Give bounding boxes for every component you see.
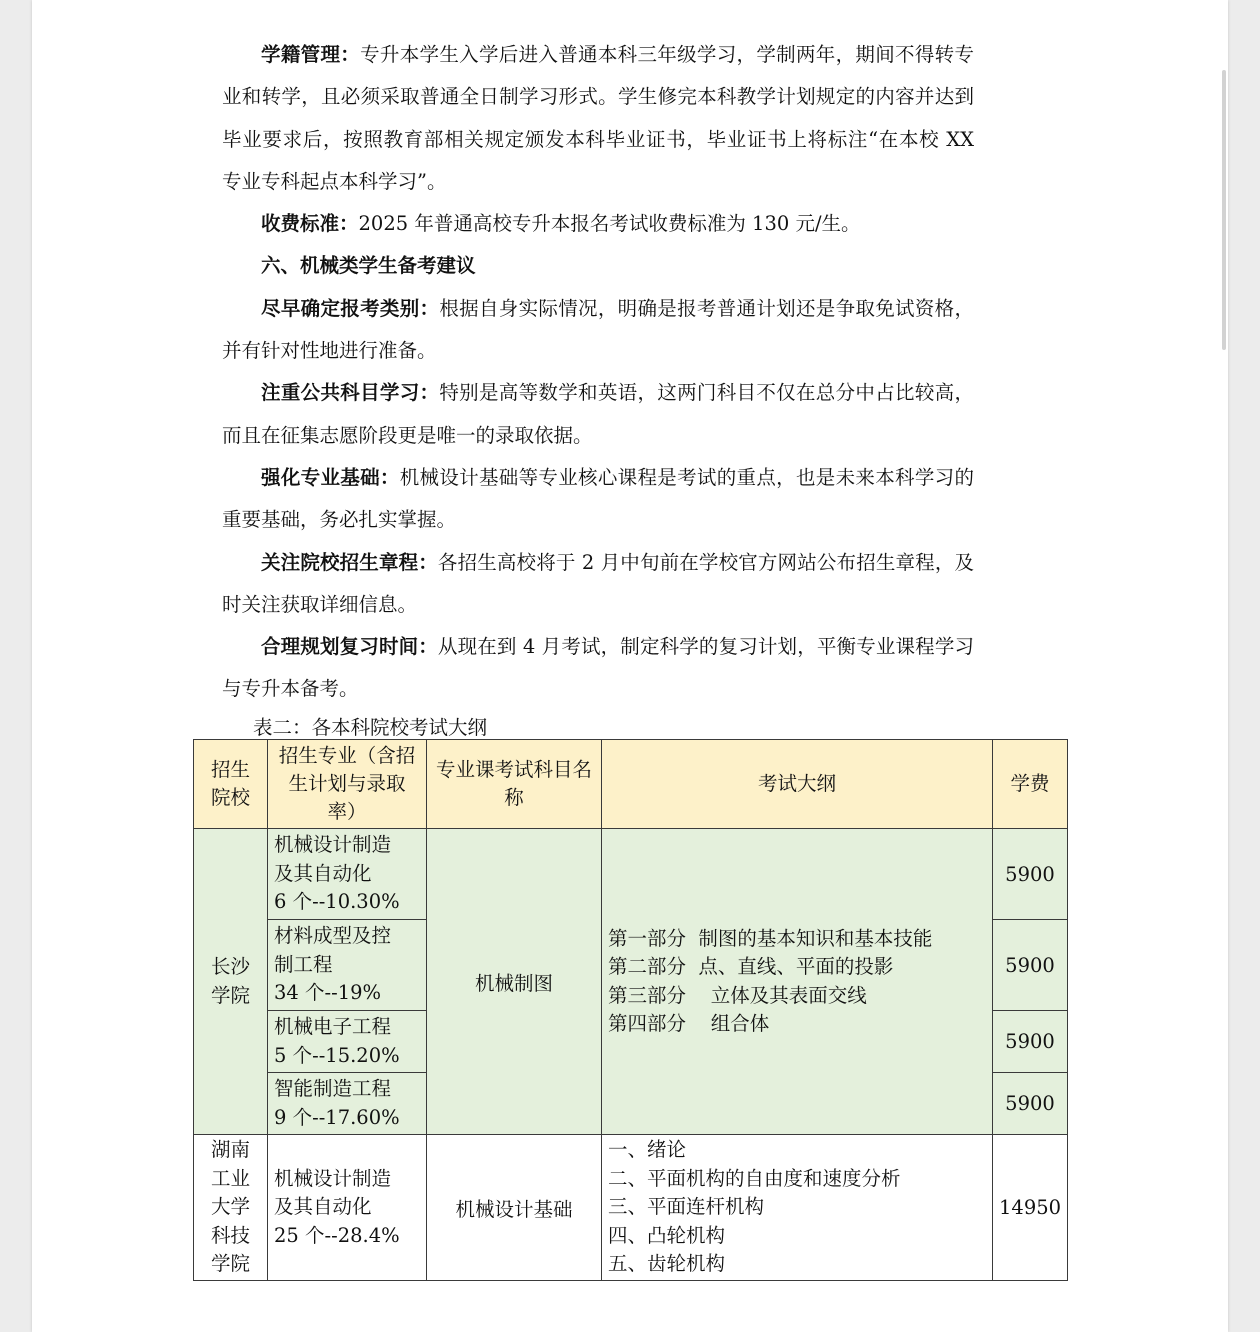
school-line: 科技 — [210, 1223, 250, 1247]
major-line: 机械设计制造 — [274, 833, 392, 857]
major-line: 机械设计制造 — [274, 1166, 392, 1190]
major-line: 5 个--15.20% — [274, 1043, 400, 1067]
major-cell — [268, 1135, 427, 1281]
major-line: 及其自动化 — [274, 1195, 372, 1219]
fee-cell: 5900 — [993, 829, 1068, 920]
outline-line: 三、平面连杆机构 — [608, 1195, 765, 1219]
fee-cell: 5900 — [993, 920, 1068, 1011]
major-line: 6 个--10.30% — [274, 890, 400, 914]
school-cell — [194, 1135, 268, 1281]
paragraph-label: 注重公共科目学习： — [261, 381, 440, 405]
header-major: 招生专业（含招生计划与录取率） — [268, 740, 427, 829]
major-line: 机械电子工程 — [274, 1015, 392, 1038]
outline-line: 五、齿轮机构 — [608, 1252, 726, 1276]
paragraph-label: 合理规划复习时间： — [261, 635, 438, 659]
subject-cell: 机械制图 — [427, 829, 602, 1135]
paragraph-label: 关注院校招生章程： — [261, 550, 438, 574]
outline-line: 第一部分 制图的基本知识和基本技能 — [608, 926, 933, 950]
subject-cell: 机械设计基础 — [427, 1135, 602, 1281]
outline-cell — [602, 829, 993, 1135]
outline-cell — [602, 1135, 993, 1281]
paragraph-label: 收费标准： — [261, 212, 359, 236]
paragraph-text: 机械设计基础等专业核心课程是考试的重点，也是未来本科学习的重要基础，务必扎实掌握。 — [222, 465, 974, 532]
paragraph-category — [222, 288, 974, 373]
fee-cell: 5900 — [993, 1073, 1068, 1135]
school-line: 大学 — [210, 1195, 250, 1219]
table-caption: 表二：各本科院校考试大纲 — [253, 716, 488, 739]
school-line: 湖南 — [210, 1138, 250, 1162]
major-cell — [268, 920, 427, 1011]
paragraph-label: 尽早确定报考类别： — [261, 296, 440, 320]
paragraph-fees — [222, 203, 974, 245]
paragraph-text: 专升本学生入学后进入普通本科三年级学习，学制两年，期间不得转专业和转学，且必须采取普通全日制学习形式。学生修完本科教学计划规定的内容并达到毕业要求后，按照教育部相关规定颁发本科毕业证书，毕业证书上将标注“在本校 XX 专业专科起点本科学习”。 — [222, 43, 974, 193]
paragraph-admission-rules — [222, 542, 974, 627]
outline-line: 一、绪论 — [608, 1138, 687, 1162]
fee-cell: 5900 — [993, 1011, 1068, 1073]
outline-line: 第三部分 立体及其表面交线 — [608, 983, 867, 1007]
paragraph-label: 强化专业基础： — [261, 465, 400, 489]
major-line: 25 个--28.4% — [274, 1223, 400, 1247]
document-body — [222, 34, 974, 711]
paragraph-major-basics — [222, 457, 974, 542]
header-subject: 专业课考试科目名称 — [427, 740, 602, 829]
paragraph-text: 2025 年普通高校专升本报名考试收费标准为 130 元/生。 — [358, 212, 861, 236]
school-line: 学院 — [210, 1252, 250, 1276]
outline-line: 第二部分 点、直线、平面的投影 — [608, 955, 894, 978]
paragraph-public-subjects — [222, 372, 974, 457]
major-line: 材料成型及控 — [274, 924, 392, 948]
major-line: 及其自动化 — [274, 861, 372, 885]
major-line: 9 个--17.60% — [274, 1105, 400, 1129]
major-cell — [268, 1011, 427, 1073]
school-line: 工业 — [210, 1166, 250, 1190]
major-line: 智能制造工程 — [274, 1077, 392, 1100]
paragraph-text: 各招生高校将于 2 月中旬前在学校官方网站公布招生章程，及时关注获取详细信息。 — [222, 550, 974, 616]
table-row — [194, 1135, 1068, 1281]
section-heading: 六、机械类学生备考建议 — [261, 254, 476, 278]
paragraph-text: 从现在到 4 月考试，制定科学的复习计划，平衡专业课程学习与专升本备考。 — [222, 635, 974, 701]
outline-line: 四、凸轮机构 — [608, 1223, 726, 1247]
paragraph-enrollment — [222, 34, 974, 203]
major-line: 制工程 — [274, 952, 333, 976]
fee-cell: 14950 — [993, 1135, 1068, 1281]
header-outline: 考试大纲 — [602, 740, 993, 829]
paragraph-text: 特别是高等数学和英语，这两门科目不仅在总分中占比较高，而且在征集志愿阶段更是唯一的录取依据。 — [222, 381, 974, 447]
header-fee: 学费 — [993, 740, 1068, 829]
major-cell — [268, 829, 427, 920]
header-school: 招生院校 — [194, 740, 268, 829]
exam-syllabus-table — [193, 739, 1068, 1281]
school-cell: 长沙学院 — [194, 829, 268, 1135]
outline-line: 第四部分 组合体 — [608, 1012, 770, 1035]
major-cell — [268, 1073, 427, 1135]
table-header-row — [194, 740, 1068, 829]
major-line: 34 个--19% — [274, 981, 382, 1005]
paragraph-review-plan — [222, 626, 974, 711]
outline-line: 二、平面机构的自由度和速度分析 — [608, 1166, 901, 1190]
paragraph-text: 根据自身实际情况，明确是报考普通计划还是争取免试资格，并有针对性地进行准备。 — [222, 296, 974, 363]
paragraph-label: 学籍管理： — [261, 43, 361, 66]
table-row — [194, 829, 1068, 920]
scrollbar[interactable] — [1222, 70, 1226, 350]
